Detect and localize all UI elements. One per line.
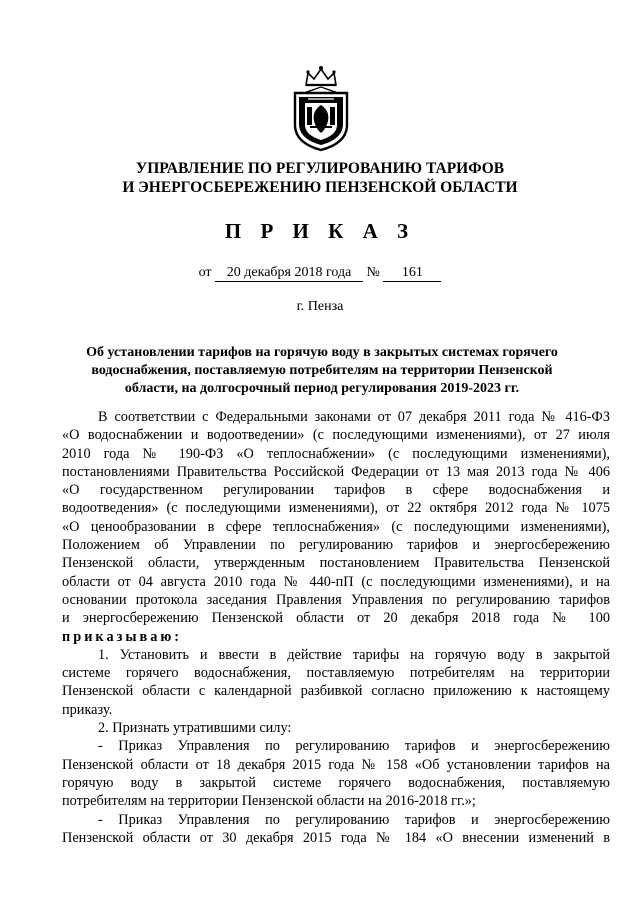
organization-name-line-2: И ЭНЕРГОСБЕРЕЖЕНИЮ ПЕНЗЕНСКОЙ ОБЛАСТИ — [122, 179, 518, 196]
body-line: «О государственном регулировании тарифов в сфере водоснабжения и — [62, 482, 610, 499]
body-line: 2010 года № 190-ФЗ «О теплоснабжении» (с последующими изменениями), — [62, 445, 610, 462]
body-line: Пензенской области с календарной разбивкой согласно приложению к настоящему — [62, 683, 610, 700]
body-line: В соответствии с Федеральными законами от 07 декабря 2011 года № 416-ФЗ — [98, 409, 610, 425]
document-date: 20 декабря 2018 года — [215, 265, 363, 282]
date-number-line — [0, 264, 640, 282]
subject-line-2: водоснабжения, поставляемую потребителям на территории Пензенской — [91, 363, 553, 378]
body-line: области от 04 августа 2010 года № 440-пП (с последующими изменениями), и на — [62, 573, 610, 590]
body-line: приказу. — [62, 701, 113, 718]
body-line: Пензенской области от 18 декабря 2015 года № 158 «Об установлении тарифов на — [62, 756, 610, 773]
body-line: постановлениями Правительства Российской Федерации от 13 мая 2013 года № 406 — [62, 463, 610, 480]
body-line: «О водоснабжении и водоотведении» (с последующими изменениями), от 27 июля — [62, 427, 610, 444]
document-title: П Р И К А З — [224, 219, 416, 243]
body-line: Положением об Управлении по регулированию тарифов и энергосбережению — [62, 537, 610, 554]
coat-of-arms-icon — [286, 63, 356, 153]
body-line: 2. Признать утратившими силу: — [98, 720, 292, 737]
body-line: 1. Установить и ввести в действие тарифы на горячую воду в закрытой — [98, 646, 610, 663]
body-line: водоотведения» (с последующими изменениями), от 22 октября 2012 года № 1075 — [62, 500, 610, 517]
document-city: г. Пенза — [296, 299, 344, 314]
body-line: Пензенской области от 30 декабря 2015 года № 184 «О внесении изменений в — [62, 829, 610, 846]
body-line: Пензенской области, утвержденным постановлением Правительства Пензенской — [62, 555, 610, 572]
body-line: и энергосбережению Пензенской области от 20 декабря 2018 года № 100 — [62, 610, 610, 627]
decree-word: приказываю: — [62, 628, 183, 645]
number-sign: № — [366, 265, 380, 280]
body-line: «О ценообразовании в сфере теплоснабжения» (с последующими изменениями), — [62, 518, 610, 535]
document-number: 161 — [383, 265, 441, 282]
body-line: системе горячего водоснабжения, поставляемую потребителям на территории — [62, 665, 610, 682]
subject-line-1: Об установлении тарифов на горячую воду в закрытых системах горячего — [86, 345, 558, 360]
body-line: - Приказ Управления по регулированию тарифов и энергосбережению — [98, 738, 610, 755]
subject-line-3: области, на долгосрочный период регулирования 2019-2023 гг. — [124, 381, 520, 396]
body-line: - Приказ Управления по регулированию тарифов и энергосбережению — [98, 811, 610, 828]
body-line: горячую воду в закрытой системе горячего водоснабжения, поставляемую — [62, 774, 610, 791]
date-prefix: от — [198, 265, 212, 280]
document-body — [62, 408, 610, 847]
body-line: основании протокола заседания Правления Управления по регулированию тарифов — [62, 591, 610, 608]
organization-name-line-1: УПРАВЛЕНИЕ ПО РЕГУЛИРОВАНИЮ ТАРИФОВ — [135, 160, 505, 177]
body-line: потребителям на территории Пензенской области на 2016-2018 гг.»; — [62, 793, 476, 810]
